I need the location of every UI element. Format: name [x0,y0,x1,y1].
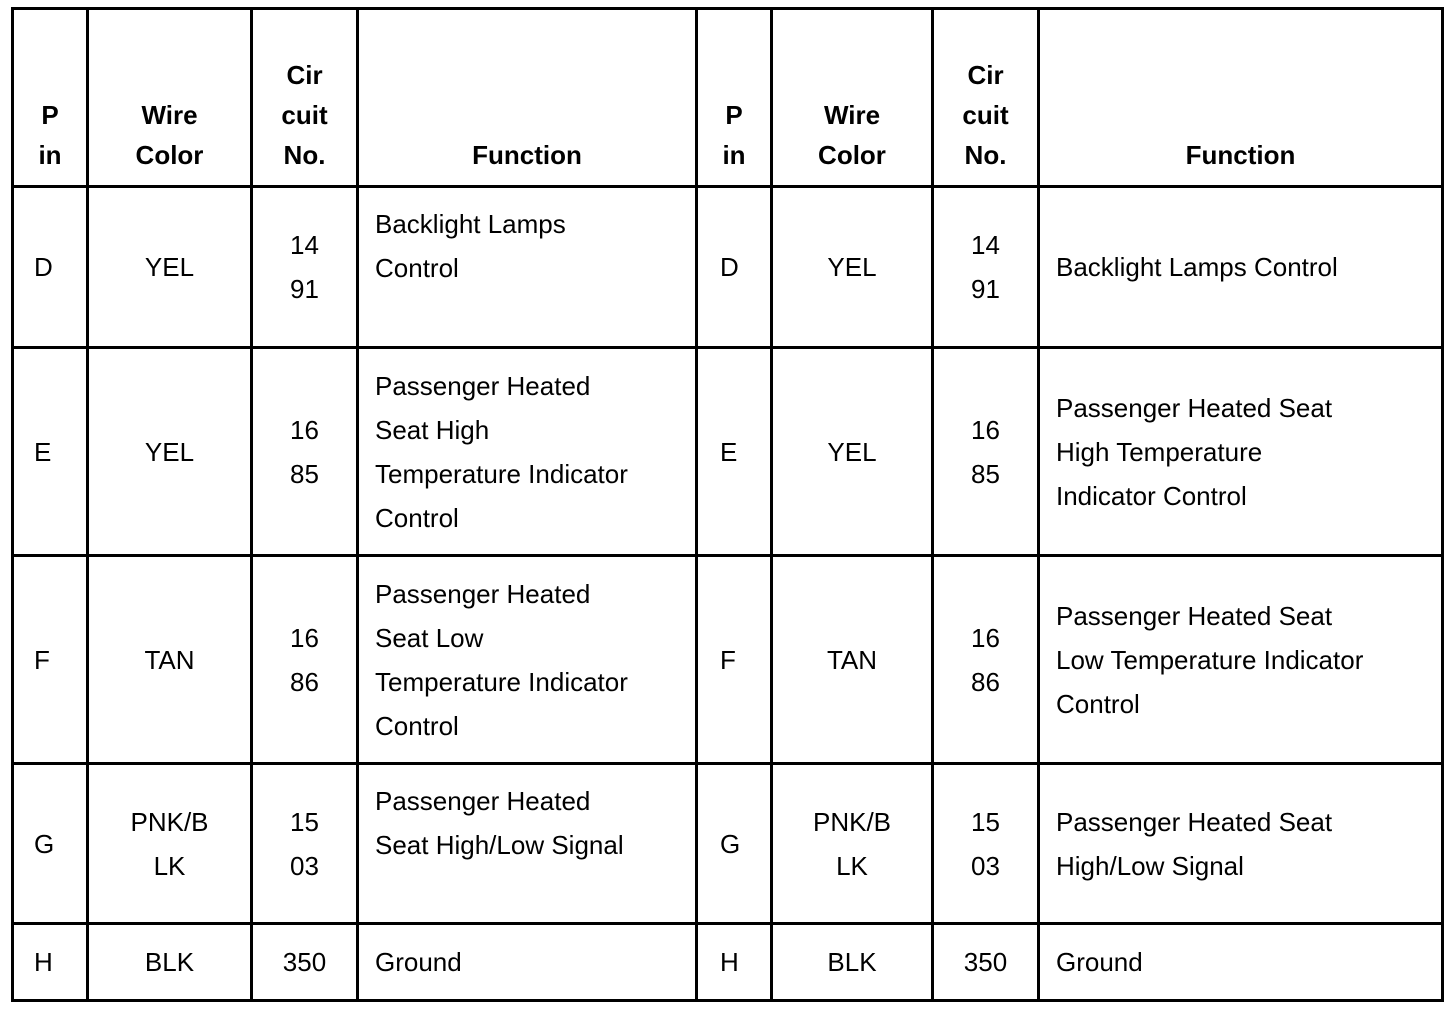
pin-cell: D [13,187,88,348]
pin-cell: H [13,924,88,1001]
wire-color-cell-right: PNK/B LK [772,764,933,924]
wire-color-cell: BLK [88,924,252,1001]
header-pin-right: P in [697,9,772,187]
table-row [13,348,1443,556]
pin-cell-right: D [697,187,772,348]
table-row [13,556,1443,764]
wire-color-cell: YEL [88,348,252,556]
header-function: Function [358,9,697,187]
function-cell: Passenger Heated Seat High/Low Signal [358,764,697,924]
function-cell-right: Passenger Heated Seat Low Temperature Indicator Control [1039,556,1443,764]
pin-cell: F [13,556,88,764]
pin-cell-right: G [697,764,772,924]
table-row [13,924,1443,1001]
function-cell: Backlight Lamps Control [358,187,697,348]
function-cell: Passenger Heated Seat Low Temperature Indicator Control [358,556,697,764]
pin-cell: E [13,348,88,556]
header-row [13,9,1443,187]
function-cell-right: Ground [1039,924,1443,1001]
wire-color-cell: TAN [88,556,252,764]
circuit-cell: 16 85 [252,348,358,556]
pin-cell-right: E [697,348,772,556]
pin-cell-right: F [697,556,772,764]
wire-color-cell-right: TAN [772,556,933,764]
wire-color-cell-right: YEL [772,187,933,348]
circuit-cell-right: 350 [933,924,1039,1001]
circuit-cell-right: 15 03 [933,764,1039,924]
header-function-right: Function [1039,9,1443,187]
circuit-cell: 14 91 [252,187,358,348]
wire-color-cell: PNK/B LK [88,764,252,924]
function-cell-right: Passenger Heated Seat High/Low Signal [1039,764,1443,924]
function-cell-right: Passenger Heated Seat High Temperature Indicator Control [1039,348,1443,556]
connector-pin-table [11,7,1444,1002]
header-circuit-no: Cir cuit No. [252,9,358,187]
header-wire-color: Wire Color [88,9,252,187]
circuit-cell-right: 16 86 [933,556,1039,764]
pin-cell-right: H [697,924,772,1001]
table-row [13,764,1443,924]
header-pin: P in [13,9,88,187]
pin-cell: G [13,764,88,924]
circuit-cell: 15 03 [252,764,358,924]
circuit-cell-right: 16 85 [933,348,1039,556]
circuit-cell: 350 [252,924,358,1001]
wire-color-cell-right: YEL [772,348,933,556]
wire-color-cell-right: BLK [772,924,933,1001]
function-cell-right: Backlight Lamps Control [1039,187,1443,348]
header-circuit-no-right: Cir cuit No. [933,9,1039,187]
function-cell: Passenger Heated Seat High Temperature Indicator Control [358,348,697,556]
function-cell: Ground [358,924,697,1001]
wire-color-cell: YEL [88,187,252,348]
circuit-cell: 16 86 [252,556,358,764]
table-row [13,187,1443,348]
circuit-cell-right: 14 91 [933,187,1039,348]
header-wire-color-right: Wire Color [772,9,933,187]
